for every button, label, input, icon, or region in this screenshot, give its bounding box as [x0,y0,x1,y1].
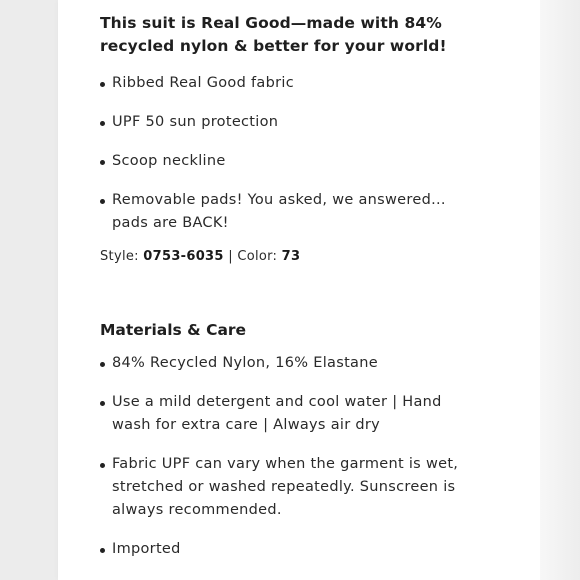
style-color-info [100,247,480,267]
list-item [100,111,480,134]
feature-text: Removable pads! You asked, we answered... pads are BACK! [112,192,446,231]
bullet-icon [100,160,105,165]
list-item [100,352,480,375]
product-headline: This suit is Real Good—made with 84% recycled nylon & better for your world! [100,14,447,55]
style-label: Style: [100,249,139,264]
list-item [100,453,480,522]
list-item [100,391,480,437]
feature-text: Ribbed Real Good fabric [112,75,294,91]
bullet-icon [100,463,105,468]
material-text: Use a mild detergent and cool water | Hand wash for extra care | Always air dry [112,394,442,433]
bullet-icon [100,121,105,126]
feature-list [100,72,480,235]
product-details-panel [58,0,540,580]
material-text: Fabric UPF can vary when the garment is wet, stretched or washed repeatedly. Sunscreen is always recommended. [112,456,459,518]
bullet-icon [100,199,105,204]
material-text: Imported [112,541,181,557]
list-item [100,150,480,173]
feature-text: UPF 50 sun protection [112,114,279,130]
material-text: 84% Recycled Nylon, 16% Elastane [112,355,378,371]
materials-care-title: Materials & Care [100,321,247,339]
bullet-icon [100,362,105,367]
feature-text: Scoop neckline [112,153,226,169]
list-item [100,189,480,235]
materials-list [100,352,480,561]
page-background-right [540,0,580,580]
bullet-icon [100,401,105,406]
style-number: 0753-6035 [143,249,224,264]
list-item [100,72,480,95]
bullet-icon [100,548,105,553]
list-item [100,538,480,561]
separator: | [228,249,233,264]
product-details-content [100,12,480,577]
color-label: Color: [237,249,278,264]
color-number: 73 [281,249,301,264]
bullet-icon [100,82,105,87]
